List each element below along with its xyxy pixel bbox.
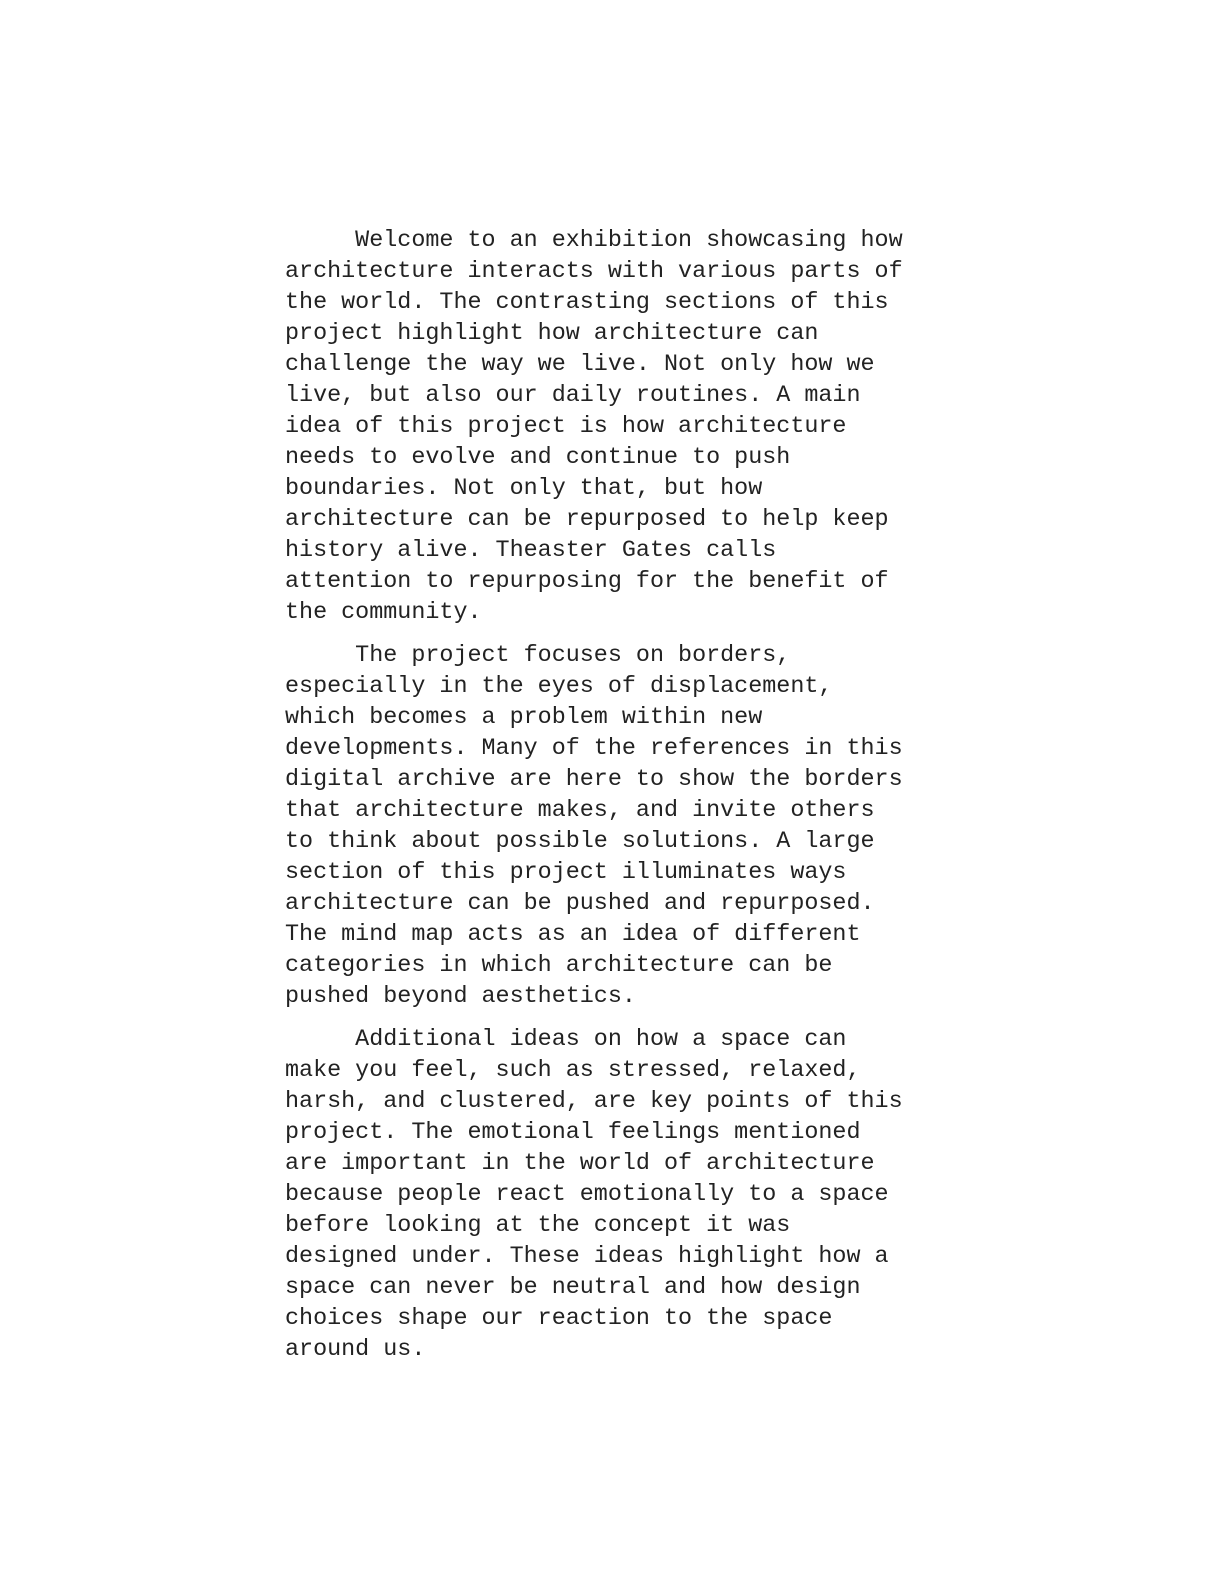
text-line: are important in the world of architecture — [285, 1151, 875, 1177]
text-line: make you feel, such as stressed, relaxed, — [285, 1058, 861, 1084]
text-line: the world. The contrasting sections of this — [285, 290, 889, 316]
text-line: project highlight how architecture can — [285, 321, 819, 347]
text-line: before looking at the concept it was — [285, 1213, 791, 1239]
paragraph-intro — [285, 226, 945, 629]
text-line: challenge the way we live. Not only how we — [285, 352, 875, 378]
document-body — [285, 226, 945, 1366]
text-line: which becomes a problem within new — [285, 705, 763, 731]
paragraph-borders — [285, 641, 945, 1013]
text-line: attention to repurposing for the benefit of — [285, 569, 889, 595]
text-line: section of this project illuminates ways — [285, 860, 847, 886]
text-line: architecture can be repurposed to help keep — [285, 507, 889, 533]
text-line: boundaries. Not only that, but how — [285, 476, 763, 502]
text-line: the community. — [285, 600, 482, 626]
text-line: categories in which architecture can be — [285, 953, 833, 979]
text-line: The mind map acts as an idea of different — [285, 922, 861, 948]
text-line: live, but also our daily routines. A main — [285, 383, 861, 409]
text-line: designed under. These ideas highlight how a — [285, 1244, 889, 1270]
text-line: especially in the eyes of displacement, — [285, 674, 833, 700]
text-line: Additional ideas on how a space can — [285, 1027, 847, 1053]
text-line: pushed beyond aesthetics. — [285, 984, 636, 1010]
text-line: history alive. Theaster Gates calls — [285, 538, 777, 564]
text-line: idea of this project is how architecture — [285, 414, 847, 440]
text-line: needs to evolve and continue to push — [285, 445, 791, 471]
text-line: to think about possible solutions. A large — [285, 829, 875, 855]
text-line: Welcome to an exhibition showcasing how — [285, 228, 903, 254]
text-line: developments. Many of the references in this — [285, 736, 903, 762]
text-line: that architecture makes, and invite others — [285, 798, 875, 824]
text-line: around us. — [285, 1337, 426, 1363]
text-line: architecture can be pushed and repurposed. — [285, 891, 875, 917]
text-line: The project focuses on borders, — [285, 643, 791, 669]
text-line: digital archive are here to show the borders — [285, 767, 903, 793]
paragraph-emotions — [285, 1025, 945, 1366]
text-line: architecture interacts with various parts of — [285, 259, 903, 285]
text-line: project. The emotional feelings mentioned — [285, 1120, 861, 1146]
text-line: because people react emotionally to a space — [285, 1182, 889, 1208]
text-line: space can never be neutral and how design — [285, 1275, 861, 1301]
text-line: harsh, and clustered, are key points of this — [285, 1089, 903, 1115]
text-line: choices shape our reaction to the space — [285, 1306, 833, 1332]
